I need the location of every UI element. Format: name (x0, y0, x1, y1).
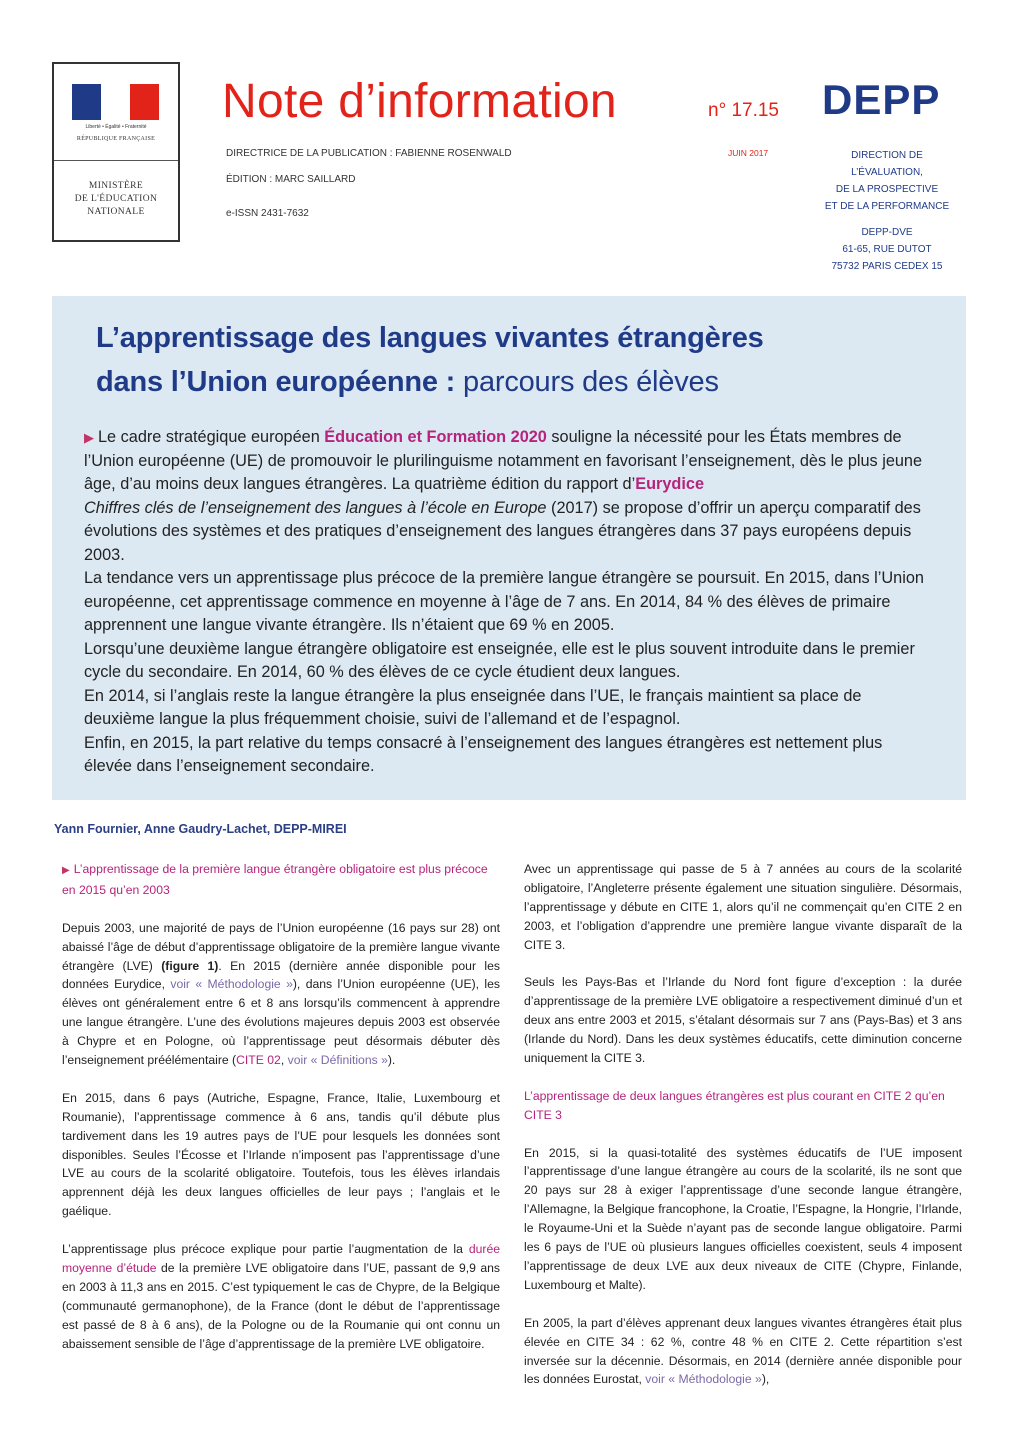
link-definitions[interactable]: voir « Définitions » (287, 1053, 388, 1068)
body-paragraph: Avec un apprentissage qui passe de 5 à 7 années au cours de la scolarité obligatoire, l’Angleterre présente également une situation singulière. Désormais, l’apprentissage y débute en CITE 1, alors qu’il ne commençait qu’en CITE 2 en 2003, et l’obligation d’apprendre une première langue vivante disparaît de la CITE 3. (524, 862, 962, 952)
publication-title: Note d’information (222, 75, 617, 128)
publication-director: DIRECTRICE DE LA PUBLICATION : FABIENNE ROSENWALD (226, 148, 512, 159)
issue-number: n° 17.15 (708, 100, 779, 121)
link-cite-02[interactable]: CITE 02 (236, 1053, 281, 1068)
authors: Yann Fournier, Anne Gaudry-Lachet, DEPP-MIREI (54, 822, 347, 836)
abstract-paragraph: Enfin, en 2015, la part relative du temps consacré à l’enseignement des langues étrangères est nettement plus élevée dans l’enseignement secondaire. (84, 733, 883, 775)
arrow-right-icon: ▶ (84, 430, 94, 445)
arrow-right-icon: ▶ (62, 865, 70, 876)
issn: e-ISSN 2431-7632 (226, 208, 309, 219)
abstract-paragraph: ▶ Le cadre stratégique européen Éducation et Formation 2020 souligne la nécessité pour les États membres de l’Union européenne (UE) de promouvoir le plurilinguisme notamment en favorisant l’enseignement, dès le plus jeune âge, d’au moins deux langues étrangères. La quatrième édition du rapport d’Eurydice Chiffres clés de l’enseignement des langues à l’école en Europe (2017) se propose d’offrir un aperçu comparatif des évolutions des systèmes et des pratiques d’enseignement des langues étrangères dans 37 pays européens depuis 2003. (84, 428, 923, 564)
link-duree-moyenne[interactable]: durée moyenne d’étude (62, 1242, 500, 1275)
publisher-logo: DEPP (822, 76, 941, 123)
ministry-logo: Liberté • Égalité • Fraternité RÉPUBLIQUE FRANÇAISE MINISTÈRE DE L'ÉDUCATION NATIONALE (52, 62, 180, 242)
section-heading: ▶ L’apprentissage de la première langue étrangère obligatoire est plus précoce en 2015 qu’en 2003 (62, 862, 488, 897)
body-paragraph: En 2005, la part d’élèves apprenant deux langues vivantes étrangères était plus élevée en CITE 34 : 62 %, contre 48 % en CITE 2. Cette répartition s’est inversée sur la décennie. Désormais, en 2014 (dernière année disponible pour les données Eurostat, voir « Méthodologie »), (524, 1315, 962, 1387)
link-education-formation-2020[interactable]: Éducation et Formation 2020 (324, 428, 547, 446)
section-heading: L’apprentissage de deux langues étrangères est plus courant en CITE 2 qu’en CITE 3 (524, 1088, 945, 1122)
body-paragraph: Depuis 2003, une majorité de pays de l’Union européenne (16 pays sur 28) ont abaissé l’âge de début d’apprentissage obligatoire de la première langue vivante étrangère (LVE) (figure 1). En 2015 (dernière année disponible pour les données Eurydice, voir « Méthodologie »), dans l’Union européenne (UE), les élèves ont généralement entre 6 et 8 ans lorsqu’ils commencent à apprendre une langue étrangère. L’une des évolutions majeures depuis 2003 est observée à Chypre et en Pologne, où l’apprentissage peut désormais débuter dès l’enseignement préélémentaire (CITE 02, voir « Définitions »). (62, 920, 501, 1068)
body-paragraph: Seuls les Pays-Bas et l’Irlande du Nord font figure d’exception : la durée d’apprentissage de la première LVE obligatoire a respectivement diminué d’un et deux ans entre 2003 et 2015, s’étalant désormais sur 7 ans (Pays-Bas) et 3 ans (Irlande du Nord). Dans les deux systèmes éducatifs, cette diminution concerne uniquement la CITE 3. (524, 975, 962, 1066)
article-title-line2: dans l’Union européenne : parcours des élèves (96, 366, 719, 398)
link-methodologie[interactable]: voir « Méthodologie » (170, 977, 293, 992)
abstract-paragraph: En 2014, si l’anglais reste la langue étrangère la plus enseignée dans l’UE, le français maintient sa place de deuxième langue la plus fréquemment choisie, suivi de l’allemand et de l’espagnol. (84, 686, 862, 728)
direction-name: DIRECTION DE L’ÉVALUATION, DE LA PROSPECTIVE ET DE LA PERFORMANCE (824, 150, 950, 212)
logo-republic-text: RÉPUBLIQUE FRANÇAISE (76, 136, 156, 142)
publication-date: JUIN 2017 (728, 148, 769, 158)
body-paragraph: L’apprentissage plus précoce explique pour partie l’augmentation de la durée moyenne d’étude de la première LVE obligatoire dans l’UE, passant de 9,9 ans en 2003 à 11,3 ans en 2015. C’est typiquement le cas de Chypre, de la Belgique (communauté germanophone), de la France (dont le début de l’apprentissage est passé de 8 à 6 ans), de la Pologne ou de la Roumanie qui ont connu un abaissement sensible de l’âge d’apprentissage de la première LVE obligatoire. (62, 1242, 500, 1351)
link-eurydice[interactable]: Eurydice (635, 475, 704, 493)
marianne-flag-icon (72, 84, 160, 120)
figure-reference[interactable]: (figure 1) (161, 958, 219, 973)
body-paragraph: En 2015, si la quasi-totalité des systèmes éducatifs de l’UE imposent l’apprentissage d’une langue étrangère au cours de la scolarité, ils ne sont que 20 pays sur 28 à exiger l’apprentissage d’une seconde langue étrangère, l’Allemagne, la Belgique francophone, la Croatie, l’Espagne, la Hongrie, l’Irlande, le Royaume-Uni et la Suède n’ayant pas de seconde langue obligatoire. Parmi les 6 pays de l’UE où plusieurs langues officielles coexistent, seuls 4 imposent l’apprentissage de deux LVE aux deux niveaux de CITE (Chypre, Finlande, Luxembourg et Malte). (524, 1145, 962, 1292)
abstract-paragraph: Lorsqu’une deuxième langue étrangère obligatoire est enseignée, elle est le plus souvent introduite dans le premier cycle du secondaire. En 2014, 60 % des élèves de ce cycle étudient deux langues. (84, 639, 915, 681)
postal-address: DEPP-DVE 61-65, RUE DUTOT 75732 PARIS CEDEX 15 (831, 227, 943, 272)
link-methodologie[interactable]: voir « Méthodologie » (645, 1372, 762, 1387)
edition-credit: ÉDITION : MARC SAILLARD (226, 174, 356, 185)
body-paragraph: En 2015, dans 6 pays (Autriche, Espagne, France, Italie, Luxembourg et Roumanie), l’apprentissage commence à 6 ans, tandis qu’il débute plus tardivement dans les 19 autres pays de l’UE pour lesquels les données sont disponibles. Seules l’Écosse et l’Irlande n’imposent pas l’apprentissage d’une LVE au cours de la scolarité obligatoire. Toutefois, tous les élèves irlandais apprennent déjà les deux langues officielles de leur pays ; l’anglais et le gaélique. (62, 1090, 500, 1219)
body-column-left (62, 860, 500, 1372)
article-title-line1: L’apprentissage des langues vivantes étrangères (96, 322, 764, 354)
abstract-paragraph: La tendance vers un apprentissage plus précoce de la première langue étrangère se poursuit. En 2015, dans l’Union européenne, cet apprentissage commence en moyenne à l’âge de 7 ans. En 2014, 84 % des élèves de primaire apprennent une langue vivante étrangère. Ils n’étaient que 69 % en 2005. (84, 569, 924, 634)
abstract-text (84, 426, 932, 779)
body-column-right (524, 860, 962, 1408)
logo-ministry-text: MINISTÈRE DE L'ÉDUCATION NATIONALE (74, 181, 158, 217)
